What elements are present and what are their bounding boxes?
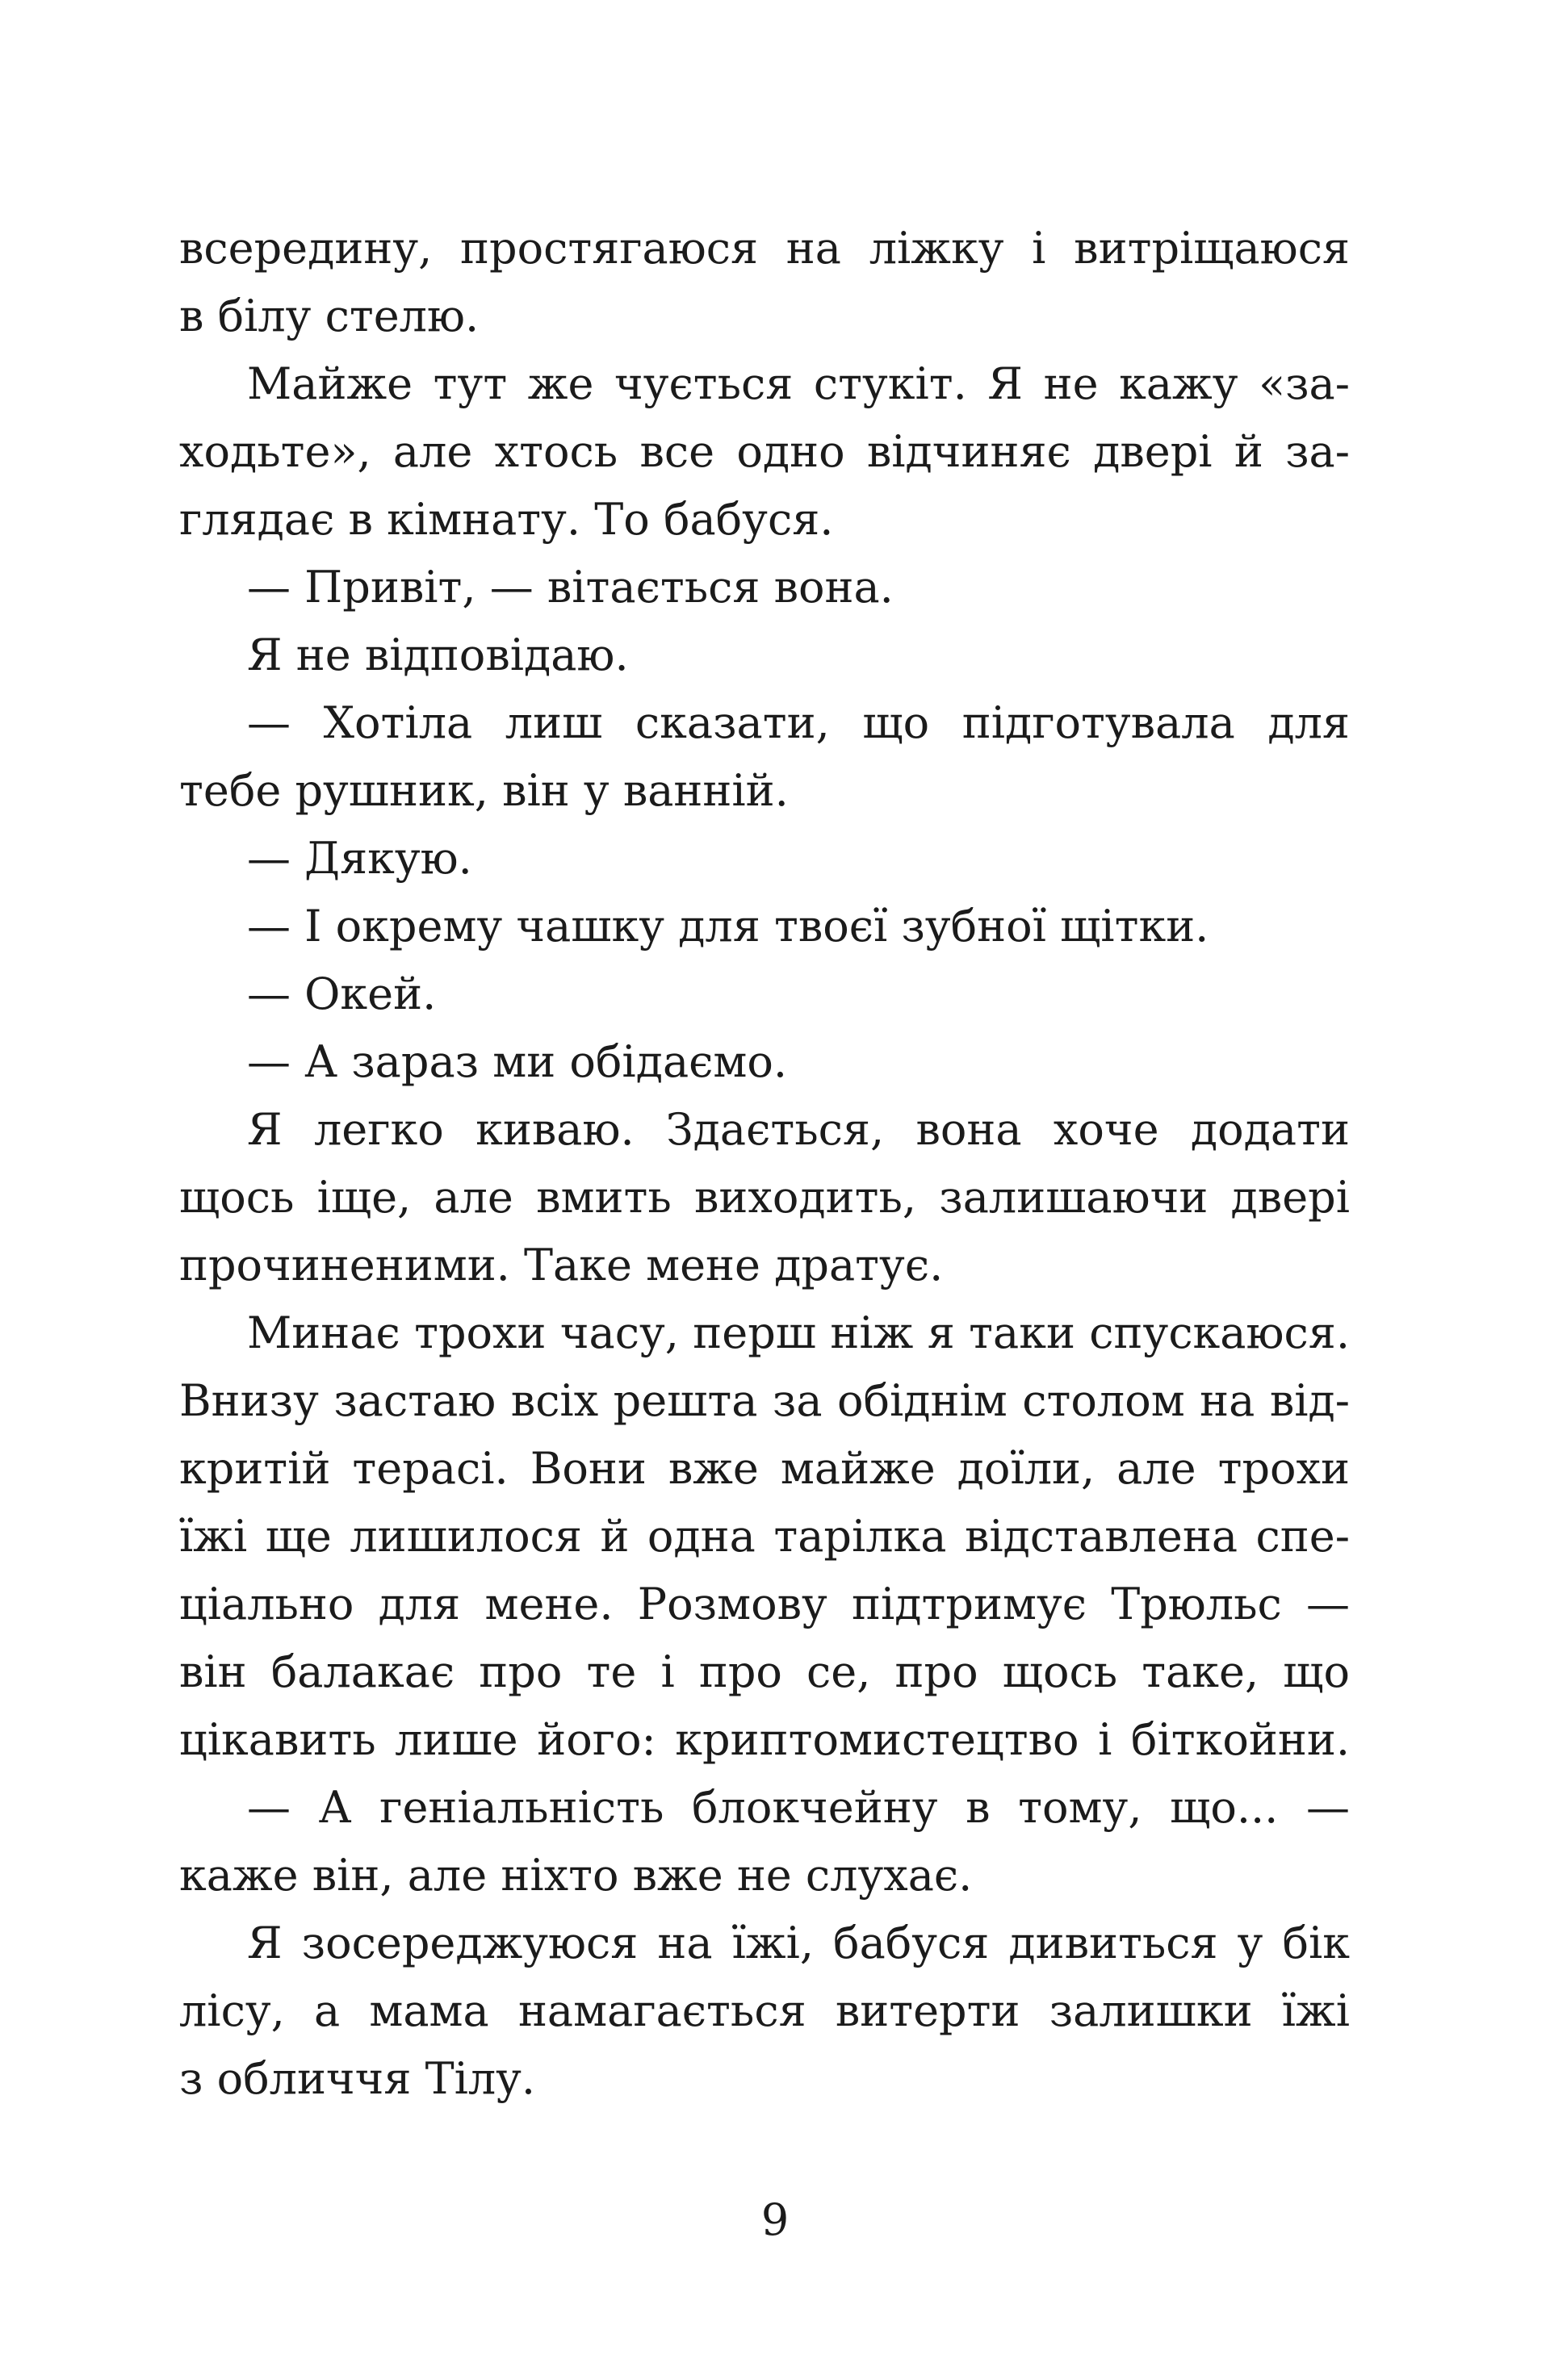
text-line: глядає в кімнату. То бабуся. [179,494,834,545]
text-line: каже він, але ніхто вже не слухає. [179,1850,973,1901]
text-line: — Привіт, — вітається вона. [247,562,894,613]
text-line: Я зосереджуюся на їжі, бабуся дивиться у бік [247,1918,1350,1968]
text-line: — Хотіла лиш сказати, що підготувала для [247,697,1350,748]
text-line: Майже тут же чується стукіт. Я не кажу «за- [247,358,1350,409]
text-line: Минає трохи часу, перш ніж я таки спускаюся. [247,1307,1350,1358]
text-line: він балакає про те і про се, про щось таке, що [179,1646,1350,1697]
text-line: їжі ще лишилося й одна тарілка відставлена спе- [179,1511,1350,1562]
body-text [179,215,1350,2113]
text-line: — Дякую. [247,833,472,884]
text-line: Внизу застаю всіх решта за обіднім столом на від- [179,1375,1350,1426]
text-line: в білу стелю. [179,291,480,341]
text-line: — А геніальність блокчейну в тому, що... — [247,1782,1350,1833]
text-line: щось іще, але вмить виходить, залишаючи двері [179,1172,1350,1223]
text-line: — А зараз ми обідаємо. [247,1036,788,1087]
text-line: — Окей. [247,968,437,1019]
text-line: ціально для мене. Розмову підтримує Трюльс — [179,1579,1350,1629]
text-line: Я легко киваю. Здається, вона хоче додати [247,1104,1350,1155]
text-line: — І окрему чашку для твоєї зубної щітки. [247,901,1209,952]
text-line: всередину, простягаюся на ліжку і витріщаюся [179,223,1350,274]
text-line: з обличчя Тілу. [179,2053,536,2104]
text-line: ходьте», але хтось все одно відчиняє двері й за- [179,426,1350,477]
text-line: Я не відповідаю. [247,630,629,680]
text-line: прочиненими. Таке мене дратує. [179,1240,944,1290]
text-line: критій терасі. Вони вже майже доїли, але трохи [179,1443,1350,1494]
text-line: цікавить лише його: криптомистецтво і біткойни. [179,1714,1350,1765]
text-line: тебе рушник, він у ванній. [179,765,789,816]
text-line: лісу, а мама намагається витерти залишки їжі [179,1985,1350,2036]
page-number: 9 [760,2194,790,2245]
